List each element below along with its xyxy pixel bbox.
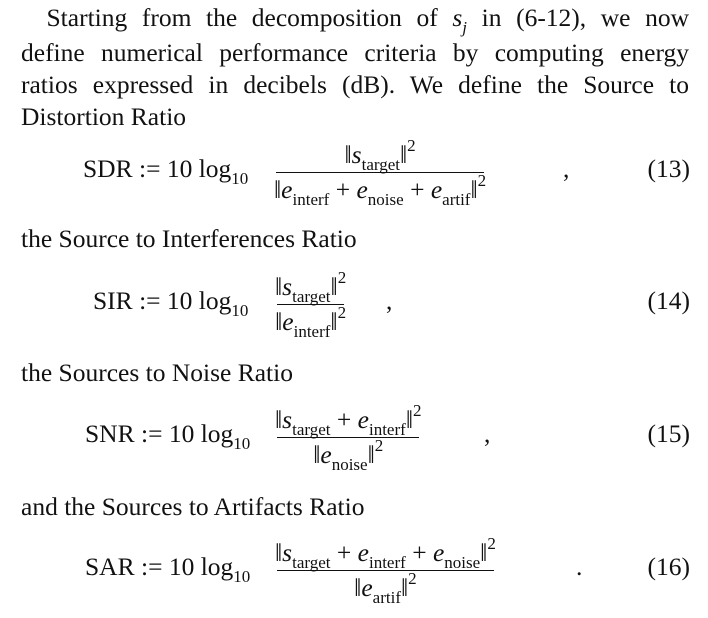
sir-numerator: $‖s_{target}‖^2$ — [275, 268, 347, 306]
sar-numerator: $‖s_{target} + e_{interf}$ + $e_{noise}‖^2$ — [275, 534, 496, 572]
paragraph-line-3: ratios expressed in decibels (dB). We define the Source to — [21, 70, 689, 99]
equation-number: (15) — [647, 419, 690, 448]
sir-denominator: $‖e_{interf}‖^2$ — [275, 303, 347, 341]
sar-intro: and the Sources to Artifacts Ratio — [21, 492, 365, 521]
s-hat-symbol: ˆ s — [452, 2, 462, 34]
equation-number: (16) — [647, 552, 690, 581]
intro-paragraph — [21, 2, 689, 133]
paragraph-line-2: define numerical performance criteria by computing energy — [21, 38, 689, 67]
paragraph-line-1: Starting from the decomposition of ˆ $s_j$ in (6-12), we now — [21, 2, 689, 37]
paragraph-line-4: Distortion Ratio — [21, 102, 187, 131]
equation-sir: SIR := 10 $\log_{10}$ $‖s_{target}‖^2$ $‖e_{interf}‖^2$ , (14) — [93, 268, 690, 341]
sir-intro: the Source to Interferences Ratio — [21, 224, 357, 253]
equation-sdr: SDR := 10 $\log_{10}$ $‖s_{target}‖^2$ $‖e_{interf} + e_{noise}$ + $e_{artif}‖^2$ , (13) — [83, 136, 690, 209]
snr-denominator: $‖e_{noise}‖^2$ — [313, 436, 384, 474]
snr-numerator: $‖s_{target}$ + $e_{interf}‖^2$ — [275, 401, 422, 439]
sar-denominator: $‖e_{artif}‖^2$ — [354, 569, 417, 607]
snr-intro: the Sources to Noise Ratio — [21, 358, 293, 387]
equation-snr: SNR := 10 $\log_{10}$ $‖s_{target}$ + $e_{interf}‖^2$ $‖e_{noise}‖^2$ , (15) — [85, 401, 690, 474]
equation-number: (13) — [647, 154, 690, 183]
equation-number: (14) — [647, 286, 690, 315]
sdr-denominator: $‖e_{interf} + e_{noise}$ + $e_{artif}‖^2$ — [274, 171, 487, 209]
sdr-numerator: $‖s_{target}‖^2$ — [344, 136, 416, 174]
equation-sar: SAR := 10 $\log_{10}$ $‖s_{target} + e_{interf}$ + $e_{noise}‖^2$ $‖e_{artif}‖^2$ . (16) — [85, 534, 690, 607]
